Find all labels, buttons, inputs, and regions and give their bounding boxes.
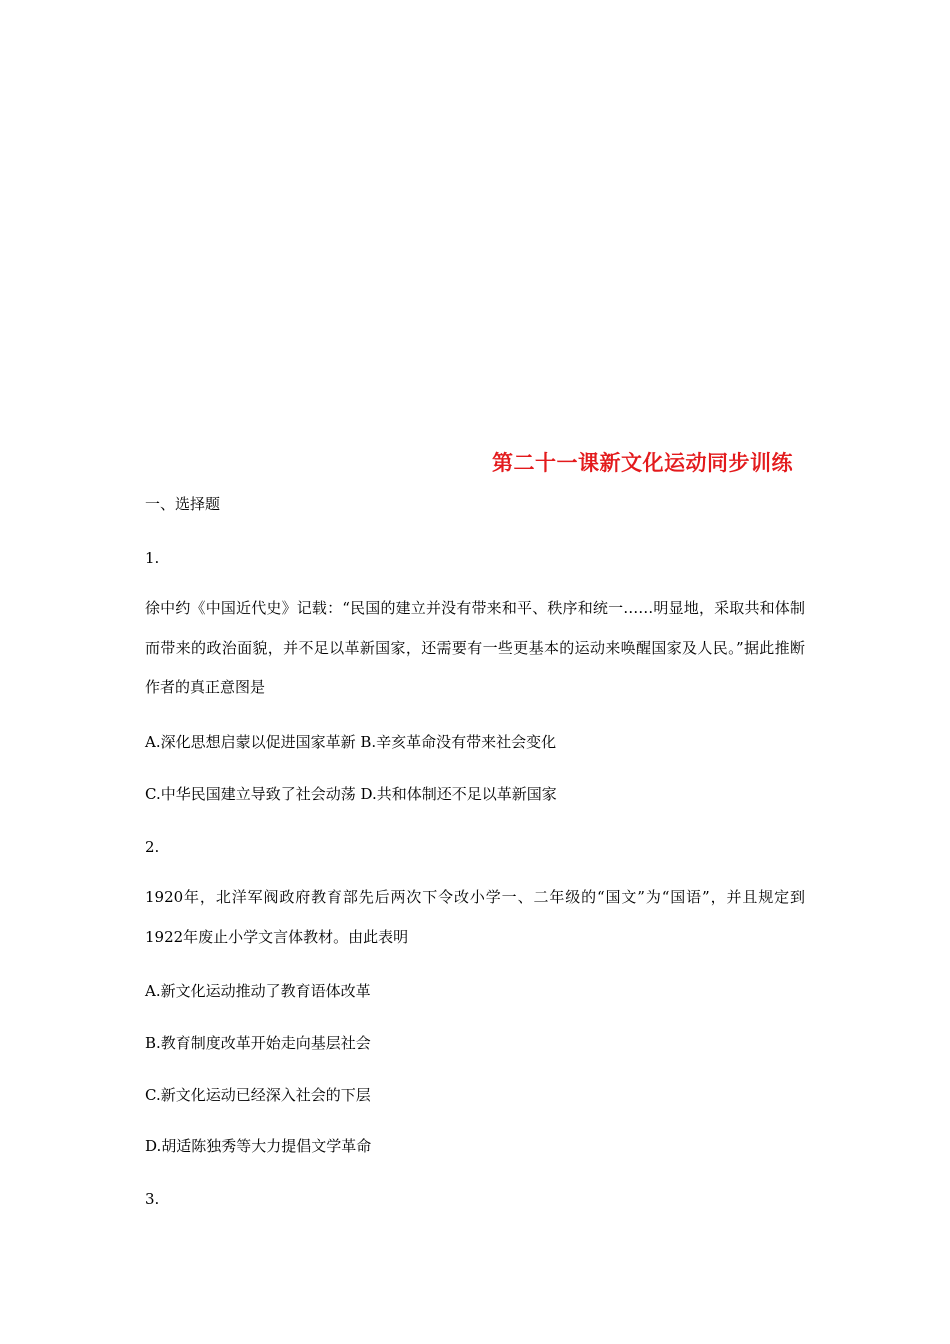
question-2-number: 2.: [145, 838, 160, 856]
question-1-options-line-1: A.深化思想启蒙以促进国家革新 B.辛亥革命没有带来社会变化: [145, 733, 557, 751]
question-1-number: 1.: [145, 549, 160, 567]
question-2-option-d: D.胡适陈独秀等大力提倡文学革命: [145, 1137, 372, 1155]
question-1-stem: 徐中约《中国近代史》记载：“民国的建立并没有带来和平、秩序和统一……明显地，采取共和体制而带来的政治面貌，并不足以革新国家，还需要有一些更基本的运动来唤醒国家及人民。”据此推断作者的真正意图是: [145, 599, 805, 696]
question-3-number: 3.: [145, 1190, 160, 1208]
page-title: 第二十一课新文化运动同步训练: [492, 450, 793, 475]
question-2-stem: 1920年，北洋军阀政府教育部先后两次下令改小学一、二年级的“国文”为“国语”，并且规定到1922年废止小学文言体教材。由此表明: [145, 888, 805, 946]
section-heading: 一、选择题: [145, 495, 221, 513]
question-2-option-b: B.教育制度改革开始走向基层社会: [145, 1034, 371, 1052]
question-2-option-c: C.新文化运动已经深入社会的下层: [145, 1086, 371, 1104]
question-1-options-line-2: C.中华民国建立导致了社会动荡 D.共和体制还不足以革新国家: [145, 785, 557, 803]
question-2-option-a: A.新文化运动推动了教育语体改革: [145, 982, 371, 1000]
